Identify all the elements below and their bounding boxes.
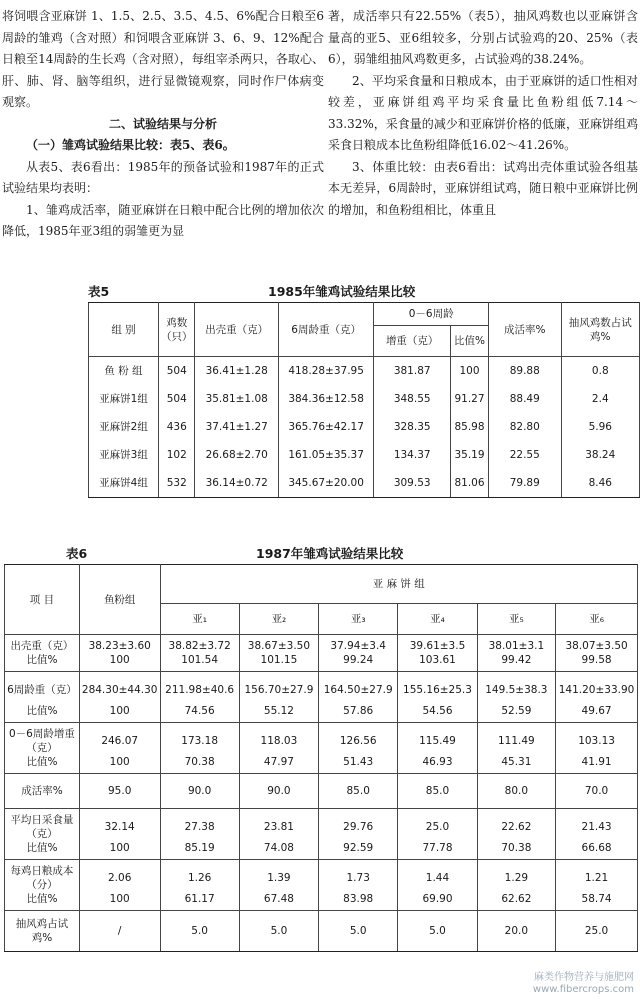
t6-cell: 1.39	[239, 860, 318, 893]
t5-cell: 35.19	[451, 441, 489, 469]
t5-header-seizure: 抽风鸡数占试鸡%	[561, 303, 639, 357]
t6-row-label: 每鸡日粮成本（分）	[5, 860, 80, 893]
t5-cell: 亚麻饼4组	[89, 469, 159, 498]
right-paragraph-2: 2、平均采食量和日粮成本，由于亚麻饼的适口性相对较差，亚麻饼组鸡平均采食量比鱼粉组低7.14～33.32%，采食量的减少和亚麻饼价格的低廉，亚麻饼组鸡采食日粮成本比鱼粉组降低16.02～41.26%。	[328, 73, 638, 152]
t6-cell: 74.08	[239, 841, 318, 860]
t6-cell: 49.67	[556, 704, 638, 723]
table-row	[89, 469, 640, 498]
t5-cell: 亚麻饼2组	[89, 413, 159, 441]
t6-row-label: 6周龄重（克）	[5, 672, 80, 705]
t6-cell: 61.17	[160, 892, 239, 911]
t6-cell: 46.93	[398, 755, 477, 774]
t6-cell: 1.44	[398, 860, 477, 893]
table5-label: 表5	[88, 284, 110, 299]
t5-cell: 8.46	[561, 469, 639, 498]
watermark-line-1: 麻类作物营养与施肥网	[534, 972, 634, 983]
t6-cell: 77.78	[398, 841, 477, 860]
t5-cell: 418.28±37.95	[278, 357, 373, 386]
left-text-column	[2, 6, 324, 243]
table-row	[89, 385, 640, 413]
left-paragraph-5: 1、雏鸡成活率，随亚麻饼在日粮中配合比例的增加依次降低，1985年亚3组的弱雏更为显	[2, 202, 324, 238]
table-row	[5, 653, 638, 672]
t6-cell: 70.38	[160, 755, 239, 774]
t5-cell: 36.41±1.28	[195, 357, 278, 386]
t6-cell: 58.74	[556, 892, 638, 911]
t6-cell: 141.20±33.90	[556, 672, 638, 705]
t6-cell: 70.0	[556, 774, 638, 809]
t5-header-count: 鸡数（只）	[158, 303, 195, 357]
t6-cell: 5.0	[239, 911, 318, 952]
t6-cell: 100	[79, 841, 160, 860]
t6-header-fish: 鱼粉组	[79, 565, 160, 635]
t5-cell: 100	[451, 357, 489, 386]
watermark-line-2: www.fibercrops.com	[532, 984, 634, 995]
t5-cell: 0.8	[561, 357, 639, 386]
t6-cell: 103.13	[556, 723, 638, 756]
t6-cell: 66.68	[556, 841, 638, 860]
t6-cell: 67.48	[239, 892, 318, 911]
t6-cell: 211.98±40.6	[160, 672, 239, 705]
left-paragraph-1: 将饲喂含亚麻饼 1、1.5、2.5、3.5、4.5、6%配合日粮至6周龄的雏鸡（含对照）和饲喂含亚麻饼 3、6、9、12%配合日粮至14周龄的生长鸡（含对照），每组宰杀两只，各取心、肝、肺、肾、脑等组织，进行显微镜观察，同时作尸体病变观察。	[2, 9, 324, 109]
t5-cell: 532	[158, 469, 195, 498]
table-row	[89, 441, 640, 469]
t6-cell: 85.19	[160, 841, 239, 860]
t6-header-g6: 亚₆	[556, 604, 638, 635]
t6-cell: 22.62	[477, 809, 556, 842]
t6-cell: 51.43	[319, 755, 398, 774]
t6-cell: 41.91	[556, 755, 638, 774]
t6-cell: 45.31	[477, 755, 556, 774]
t6-row-label: 平均日采食量（克）	[5, 809, 80, 842]
t6-cell: 38.82±3.72	[160, 635, 239, 654]
t6-cell: 1.29	[477, 860, 556, 893]
t6-header-g1: 亚₁	[160, 604, 239, 635]
t5-header-w6: 6周龄重（克）	[278, 303, 373, 357]
t5-cell: 384.36±12.58	[278, 385, 373, 413]
t6-cell: 90.0	[160, 774, 239, 809]
right-text-column	[328, 6, 638, 221]
left-paragraph-4: 从表5、表6看出：1985年的预备试验和1987年的正式试验结果均表明：	[2, 159, 324, 195]
t6-row-label: 0－6周龄增重（克）	[5, 723, 80, 756]
t5-cell: 36.14±0.72	[195, 469, 278, 498]
t5-cell: 161.05±35.37	[278, 441, 373, 469]
table-row	[5, 704, 638, 723]
t5-cell: 348.55	[374, 385, 451, 413]
t6-cell: 101.54	[160, 653, 239, 672]
t6-cell: 23.81	[239, 809, 318, 842]
t5-header-gain: 增重（克）	[374, 326, 451, 357]
table5-title: 1985年雏鸡试验结果比较	[268, 284, 416, 299]
t6-header-g5: 亚₅	[477, 604, 556, 635]
t6-cell: 284.30±44.30	[79, 672, 160, 705]
table-row	[5, 911, 638, 952]
t6-cell: 100	[79, 755, 160, 774]
t6-cell: 38.23±3.60	[79, 635, 160, 654]
right-paragraph-1: 著，成活率只有22.55%（表5），抽风鸡数也以亚麻饼含量高的亚5、亚6组较多，分别占试验鸡的20、25%（表6），弱雏组抽风鸡数更多，占试验鸡的38.24%。	[328, 9, 638, 66]
t6-cell: 164.50±27.9	[319, 672, 398, 705]
table6	[4, 564, 638, 952]
t6-cell: 1.21	[556, 860, 638, 893]
t6-cell: 80.0	[477, 774, 556, 809]
t5-cell: 26.68±2.70	[195, 441, 278, 469]
t6-cell: 85.0	[398, 774, 477, 809]
t6-cell: 101.15	[239, 653, 318, 672]
table-row	[89, 413, 640, 441]
t6-cell: 100	[79, 653, 160, 672]
t6-row-label: 成活率%	[5, 774, 80, 809]
table-row	[5, 672, 638, 705]
t6-header-g3: 亚₃	[319, 604, 398, 635]
t6-cell: 38.01±3.1	[477, 635, 556, 654]
section-heading: 二、试验结果与分析	[108, 116, 217, 131]
t6-cell: 100	[79, 892, 160, 911]
t6-cell: 5.0	[398, 911, 477, 952]
t6-cell: 52.59	[477, 704, 556, 723]
t6-cell: 83.98	[319, 892, 398, 911]
t5-cell: 79.89	[488, 469, 561, 498]
t5-cell: 5.96	[561, 413, 639, 441]
t6-row-sublabel: 比值%	[5, 653, 80, 672]
t6-cell: 103.61	[398, 653, 477, 672]
t6-cell: /	[79, 911, 160, 952]
t5-cell: 504	[158, 385, 195, 413]
t5-cell: 309.53	[374, 469, 451, 498]
t6-cell: 62.62	[477, 892, 556, 911]
t5-header-survival: 成活率%	[488, 303, 561, 357]
t6-cell: 92.59	[319, 841, 398, 860]
t5-cell: 82.80	[488, 413, 561, 441]
t5-cell: 134.37	[374, 441, 451, 469]
t6-cell: 118.03	[239, 723, 318, 756]
t6-cell: 74.56	[160, 704, 239, 723]
t5-cell: 328.35	[374, 413, 451, 441]
t5-cell: 504	[158, 357, 195, 386]
t6-cell: 57.86	[319, 704, 398, 723]
t6-cell: 90.0	[239, 774, 318, 809]
t6-cell: 95.0	[79, 774, 160, 809]
t5-header-hatch: 出壳重（克）	[195, 303, 278, 357]
t5-cell: 亚麻饼3组	[89, 441, 159, 469]
t5-cell: 89.88	[488, 357, 561, 386]
t6-cell: 38.07±3.50	[556, 635, 638, 654]
t5-cell: 381.87	[374, 357, 451, 386]
t6-cell: 32.14	[79, 809, 160, 842]
t6-cell: 173.18	[160, 723, 239, 756]
t5-cell: 365.76±42.17	[278, 413, 373, 441]
t6-header-flax: 亚 麻 饼 组	[160, 565, 638, 604]
t6-row-sublabel: 比值%	[5, 841, 80, 860]
table-row	[5, 635, 638, 654]
t6-cell: 39.61±3.5	[398, 635, 477, 654]
t6-cell: 1.73	[319, 860, 398, 893]
t5-cell: 35.81±1.08	[195, 385, 278, 413]
t5-cell: 鱼 粉 组	[89, 357, 159, 386]
t6-cell: 5.0	[160, 911, 239, 952]
table-row	[89, 357, 640, 386]
t5-cell: 102	[158, 441, 195, 469]
t6-cell: 99.24	[319, 653, 398, 672]
t6-cell: 156.70±27.9	[239, 672, 318, 705]
t5-cell: 85.98	[451, 413, 489, 441]
t6-row-label: 抽风鸡占试鸡%	[5, 911, 80, 952]
t6-cell: 21.43	[556, 809, 638, 842]
t6-cell: 54.56	[398, 704, 477, 723]
t6-cell: 5.0	[319, 911, 398, 952]
t5-cell: 37.41±1.27	[195, 413, 278, 441]
t6-cell: 47.97	[239, 755, 318, 774]
t6-cell: 115.49	[398, 723, 477, 756]
table6-label: 表6	[66, 546, 88, 561]
t6-cell: 20.0	[477, 911, 556, 952]
t6-cell: 246.07	[79, 723, 160, 756]
t6-cell: 27.38	[160, 809, 239, 842]
t6-cell: 111.49	[477, 723, 556, 756]
t6-cell: 38.67±3.50	[239, 635, 318, 654]
t5-cell: 22.55	[488, 441, 561, 469]
t6-cell: 100	[79, 704, 160, 723]
table-row	[5, 723, 638, 756]
t5-header-gain-group: 0－6周龄	[374, 303, 489, 326]
t5-cell: 38.24	[561, 441, 639, 469]
t5-cell: 亚麻饼1组	[89, 385, 159, 413]
t6-header-g4: 亚₄	[398, 604, 477, 635]
t6-row-sublabel: 比值%	[5, 704, 80, 723]
t6-header-g2: 亚₂	[239, 604, 318, 635]
t6-header-item: 项 目	[5, 565, 80, 635]
site-watermark	[533, 972, 634, 996]
t6-cell: 99.42	[477, 653, 556, 672]
table-row	[5, 809, 638, 842]
t6-cell: 29.76	[319, 809, 398, 842]
t6-cell: 155.16±25.3	[398, 672, 477, 705]
t6-cell: 99.58	[556, 653, 638, 672]
t6-cell: 85.0	[319, 774, 398, 809]
t6-cell: 69.90	[398, 892, 477, 911]
t6-cell: 37.94±3.4	[319, 635, 398, 654]
table-row	[5, 755, 638, 774]
t6-cell: 25.0	[556, 911, 638, 952]
t5-cell: 91.27	[451, 385, 489, 413]
t5-cell: 2.4	[561, 385, 639, 413]
t5-cell: 345.67±20.00	[278, 469, 373, 498]
table5	[88, 302, 640, 498]
t6-cell: 149.5±38.3	[477, 672, 556, 705]
table-row	[5, 892, 638, 911]
table-row	[5, 841, 638, 860]
table-row	[5, 860, 638, 893]
t6-cell: 55.12	[239, 704, 318, 723]
t5-cell: 436	[158, 413, 195, 441]
t6-cell: 1.26	[160, 860, 239, 893]
t6-row-sublabel: 比值%	[5, 892, 80, 911]
t5-header-ratio: 比值%	[451, 326, 489, 357]
t5-cell: 88.49	[488, 385, 561, 413]
t5-cell: 81.06	[451, 469, 489, 498]
right-paragraph-3: 3、体重比较：由表6看出：试鸡出壳体重试验各组基本无差异，6周龄时，亚麻饼组试鸡，随日粮中亚麻饼比例的增加，和鱼粉组相比，体重且	[328, 159, 638, 217]
t6-row-label: 出壳重（克）	[5, 635, 80, 654]
t6-cell: 2.06	[79, 860, 160, 893]
t6-cell: 25.0	[398, 809, 477, 842]
t6-row-sublabel: 比值%	[5, 755, 80, 774]
table-row	[5, 774, 638, 809]
t5-header-group: 组 别	[89, 303, 159, 357]
table6-title: 1987年雏鸡试验结果比较	[256, 546, 404, 561]
t6-cell: 70.38	[477, 841, 556, 860]
subsection-heading: （一）雏鸡试验结果比较：表5、表6。	[26, 138, 235, 152]
t6-cell: 126.56	[319, 723, 398, 756]
